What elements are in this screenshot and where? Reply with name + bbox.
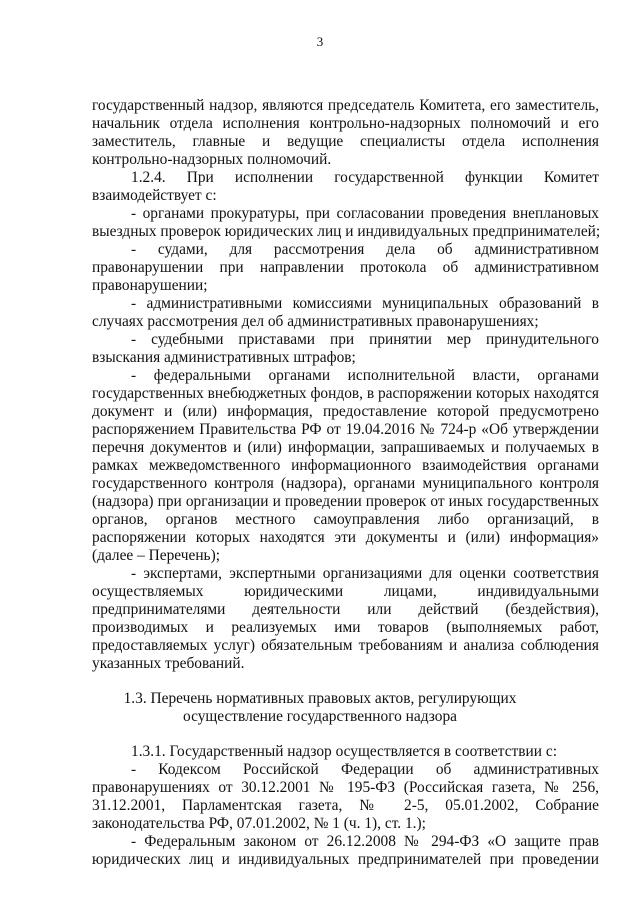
text-line: начальник отдела исполнения контрольно-надзорных полномочий и его xyxy=(92,115,599,132)
text-line: (надзора) при организации и проведении проверок от иных государственных xyxy=(92,493,599,510)
text-line: правонарушениях от 30.12.2001 № 195-ФЗ (Российская газета, № 256, xyxy=(92,779,599,796)
text-line: 31.12.2001, Парламентская газета, № 2-5, 05.01.2002, Собрание xyxy=(92,797,599,814)
text-line: 1.2.4. При исполнении государственной функции Комитет xyxy=(131,169,599,186)
text-line: правонарушении; xyxy=(92,277,208,294)
text-line: производимых и реализуемых ими товаров (выполняемых работ, xyxy=(92,619,599,636)
text-line: законодательства РФ, 07.01.2002, № 1 (ч. 1), ст. 1.); xyxy=(92,815,426,832)
text-line: (далее – Перечень); xyxy=(92,547,220,564)
text-line: выездных проверок юридических лиц и индивидуальных предпринимателей; xyxy=(92,223,601,240)
text-line: взаимодействует с: xyxy=(92,187,217,204)
text-line: - федеральными органами исполнительной власти, органами xyxy=(131,367,599,384)
text-line: правонарушении при направлении протокола об административном xyxy=(92,259,599,276)
text-line: - органами прокуратуры, при согласовании проведения внеплановых xyxy=(131,205,599,222)
text-line: заместитель, главные и ведущие специалисты отдела исполнения xyxy=(92,133,599,150)
text-line: - судами, для рассмотрения дела об административном xyxy=(131,241,599,258)
text-line: рамках межведомственного информационного взаимодействия органами xyxy=(92,457,599,474)
section-heading: осуществление государственного надзора xyxy=(183,708,457,725)
text-line: органов, органов местного самоуправления либо организаций, в xyxy=(92,511,599,528)
text-line: юридических лиц и индивидуальных предпринимателей при проведении xyxy=(92,851,599,868)
text-line: взыскания административных штрафов; xyxy=(92,349,356,366)
text-line: предпринимателями деятельности или действий (бездействия), xyxy=(92,601,599,618)
text-line: государственных внебюджетных фондов, в распоряжении которых находятся xyxy=(92,385,599,402)
page-number: 3 xyxy=(316,34,324,49)
text-line: - административными комиссиями муниципальных образований в xyxy=(131,295,599,312)
text-line: - Федеральным законом от 26.12.2008 № 294-ФЗ «О защите прав xyxy=(131,833,599,850)
text-line: предоставляемых услуг) обязательным требованиям и анализа соблюдения xyxy=(92,637,599,654)
text-line: - экспертами, экспертными организациями для оценки соответствия xyxy=(131,565,599,582)
text-line: распоряжении которых находятся эти документы и (или) информация» xyxy=(92,529,599,546)
text-line: случаях рассмотрения дел об административных правонарушениях; xyxy=(92,313,539,330)
text-line: осуществляемых юридическими лицами, индивидуальными xyxy=(92,583,599,600)
text-line: перечня документов и (или) информации, запрашиваемых и получаемых в xyxy=(92,439,599,456)
text-line: 1.3.1. Государственный надзор осуществляется в соответствии с: xyxy=(131,743,557,760)
text-line: распоряжением Правительства РФ от 19.04.2016 № 724-р «Об утверждении xyxy=(92,421,599,438)
text-line: документ и (или) информация, предоставление которой предусмотрено xyxy=(92,403,599,420)
text-line: указанных требований. xyxy=(92,655,245,672)
text-line: - судебными приставами при принятии мер принудительного xyxy=(131,331,599,348)
text-line: государственного контроля (надзора), органами муниципального контроля xyxy=(92,475,599,492)
text-line: государственный надзор, являются председатель Комитета, его заместитель, xyxy=(92,97,599,114)
text-line: контрольно-надзорных полномочий. xyxy=(92,151,332,168)
section-heading: 1.3. Перечень нормативных правовых актов, регулирующих xyxy=(123,690,517,707)
text-line: - Кодексом Российской Федерации об административных xyxy=(131,761,599,778)
